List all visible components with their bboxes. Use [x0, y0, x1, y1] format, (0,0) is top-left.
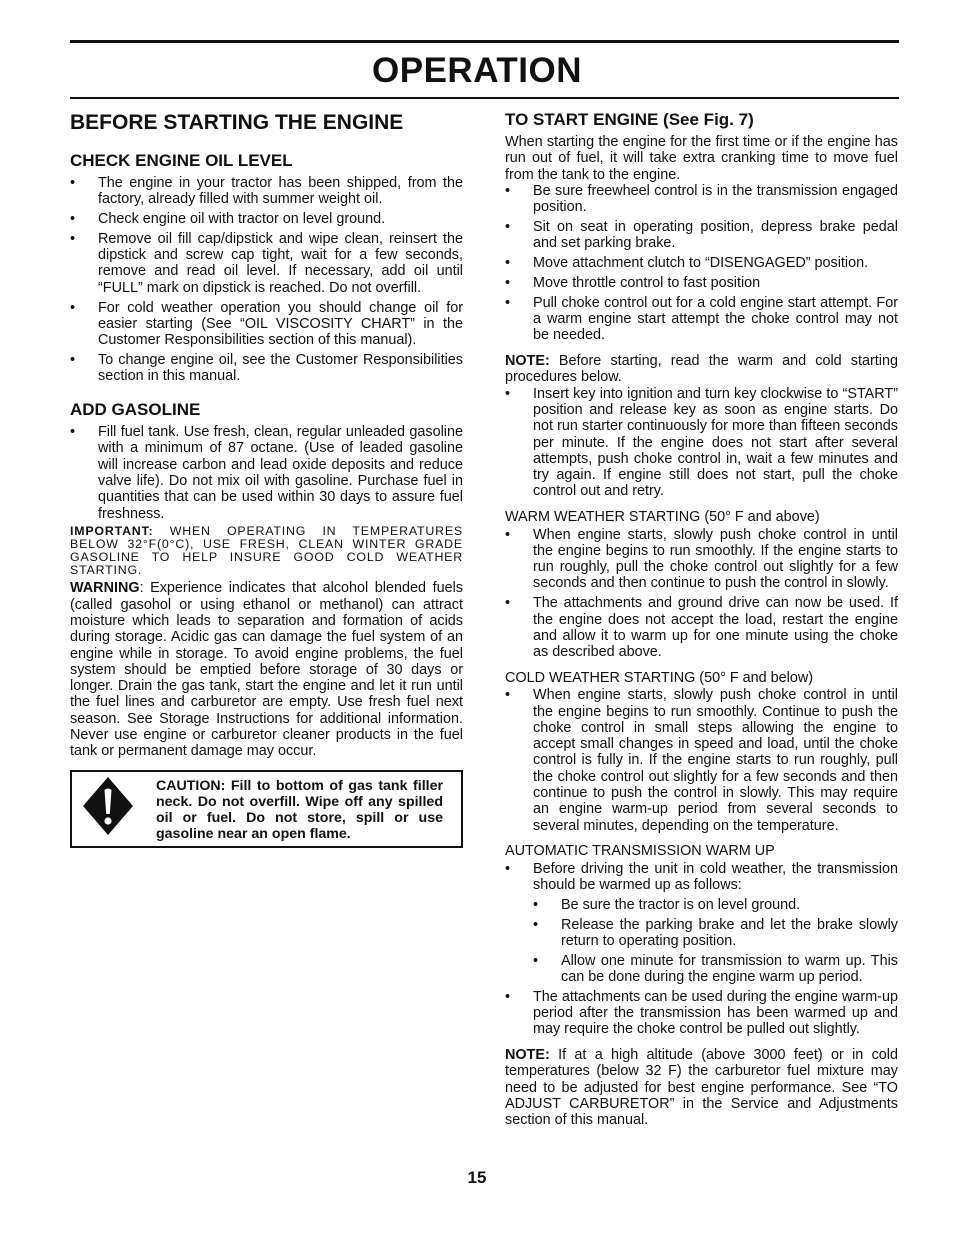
- warm-weather-heading: WARM WEATHER STARTING (50° F and above): [505, 509, 820, 526]
- list-item: • For cold weather operation you should change oil for easier starting (See “OIL VISCOSITY CHART” in the Customer Responsibilities section of this manual).: [70, 300, 463, 349]
- warm-list: [505, 527, 898, 661]
- transmission-heading: AUTOMATIC TRANSMISSION WARM UP: [505, 843, 775, 860]
- gasoline-list: [70, 424, 463, 522]
- warning-note: [70, 580, 463, 759]
- warning-exclamation-icon: [82, 776, 134, 836]
- start-engine-heading: TO START ENGINE (See Fig. 7): [505, 110, 754, 129]
- warning-label: WARNING: [70, 580, 140, 597]
- caution-box: [70, 770, 463, 848]
- page-number: 15: [467, 1168, 487, 1187]
- transmission-sub-list: [533, 897, 898, 985]
- oil-heading: CHECK ENGINE OIL LEVEL: [70, 151, 293, 170]
- cold-weather-heading: COLD WEATHER STARTING (50° F and below): [505, 669, 814, 686]
- list-item: • Release the parking brake and let the brake slowly return to operating position.: [533, 917, 898, 950]
- start-intro: When starting the engine for the first time or if the engine has run out of fuel, it will take extra cranking time to move fuel from the tank to the engine.: [505, 134, 898, 183]
- list-item: • Sit on seat in operating position, depress brake pedal and set parking brake.: [505, 219, 898, 252]
- list-item: • Move attachment clutch to “DISENGAGED” position.: [505, 255, 898, 271]
- list-item: • Before driving the unit in cold weather, the transmission should be warmed up as follows:: [505, 861, 898, 894]
- note-label: NOTE:: [505, 353, 550, 370]
- list-item: • The attachments can be used during the engine warm-up period after the transmission has been warmed up and may require the choke control be pulled out slightly.: [505, 989, 898, 1038]
- start-list-2: [505, 386, 898, 500]
- list-item: • Be sure freewheel control is in the transmission engaged position.: [505, 183, 898, 216]
- right-column: [505, 108, 898, 1129]
- start-list: [505, 183, 898, 344]
- left-column: [70, 108, 463, 848]
- list-item: • When engine starts, slowly push choke control in until the engine begins to run smoothly. Continue to push the choke control in small steps allowing the engine to accept small changes in speed and load, until the choke control is fully in. If the engine starts to run roughly, pull the choke control out slightly for a few seconds and then continue to push the control in slowly. This may require an engine warm-up period from several seconds to several minutes, depending on the temperature.: [505, 687, 898, 834]
- gasoline-heading: ADD GASOLINE: [70, 400, 201, 420]
- list-item: • Pull choke control out for a cold engine start attempt. For a warm engine start attempt the choke control may not be needed.: [505, 295, 898, 344]
- top-rule: [70, 40, 899, 43]
- note-label: NOTE:: [505, 1047, 550, 1064]
- list-item: • Move throttle control to fast position: [505, 275, 898, 291]
- list-item: • The attachments and ground drive can now be used. If the engine does not accept the load, restart the engine and allow it to warm up for one minute using the choke as described above.: [505, 595, 898, 660]
- list-item: • Check engine oil with tractor on level ground.: [70, 211, 463, 227]
- important-label: IMPORTANT:: [70, 524, 154, 539]
- warning-text: : Experience indicates that alcohol blended fuels (called gasohol or using ethanol or methanol) can attract moisture which leads to separation and formation of acids during storage. Acidic gas can damage the fuel system of an engine while in storage. To avoid engine problems, the fuel system should be emptied before storage of 30 days or longer. Drain the gas tank, start the engine and let it run until the fuel lines and carburetor are empty. Use fresh fuel next season. See Storage Instructions for additional information. Never use engine or carburetor cleaner products in the fuel tank or permanent damage may occur.: [70, 580, 463, 760]
- section-title: BEFORE STARTING THE ENGINE: [70, 111, 404, 134]
- list-item: • The engine in your tractor has been shipped, from the factory, already filled with summer weight oil.: [70, 175, 463, 208]
- transmission-list-2: [505, 989, 898, 1038]
- start-note: [505, 353, 898, 386]
- list-item: • Fill fuel tank. Use fresh, clean, regular unleaded gasoline with a minimum of 87 octane. (Use of leaded gasoline will increase carbon and lead oxide deposits and reduce valve life). Do not mix oil with gasoline. Purchase fuel in quantities that can be used within 30 days to assure fuel freshness.: [70, 424, 463, 522]
- note-text: If at a high altitude (above 3000 feet) or in cold temperatures (below 32 F) the carburetor fuel mixture may need to be adjusted for best engine performance. See “TO ADJUST CARBURETOR” in the Service and Adjustments section of this manual.: [505, 1047, 898, 1129]
- oil-list: [70, 175, 463, 385]
- important-text: WHEN OPERATING IN TEMPERATURES BELOW 32°F(0°C), USE FRESH, CLEAN WINTER GRADE GASOLINE TO HELP INSURE GOOD COLD WEATHER STARTING.: [70, 524, 463, 578]
- list-item: • Insert key into ignition and turn key clockwise to “START” position and release key as soon as engine starts. Do not run starter continuously for more than fifteen seconds per minute. If the engine does not start after several attempts, push choke control in, wait a few minutes and try again. If engine still does not start, pull the choke control out and retry.: [505, 386, 898, 500]
- transmission-list: [505, 861, 898, 894]
- altitude-note: [505, 1047, 898, 1128]
- page-title: OPERATION: [372, 51, 582, 90]
- list-item: • When engine starts, slowly push choke control in until the engine begins to run smoothly. If the engine starts to run roughly, pull the choke control out slightly for a few seconds and then continue to push the control in slowly.: [505, 527, 898, 592]
- list-item: • Be sure the tractor is on level ground.: [533, 897, 898, 913]
- cold-list: [505, 687, 898, 834]
- caution-text: CAUTION: Fill to bottom of gas tank filler neck. Do not overfill. Wipe off any spilled oil or fuel. Do not store, spill or use gasoline near an open flame.: [156, 777, 443, 842]
- list-item: • To change engine oil, see the Customer Responsibilities section in this manual.: [70, 352, 463, 385]
- list-item: • Allow one minute for transmission to warm up. This can be done during the engine warm up period.: [533, 953, 898, 986]
- list-item: • Remove oil fill cap/dipstick and wipe clean, reinsert the dipstick and screw cap tight, wait for a few seconds, remove and read oil level. If necessary, add oil until “FULL” mark on dipstick is reached. Do not overfill.: [70, 231, 463, 296]
- important-note: [70, 525, 463, 577]
- title-rule: [70, 97, 899, 99]
- note-text: Before starting, read the warm and cold starting procedures below.: [505, 353, 898, 386]
